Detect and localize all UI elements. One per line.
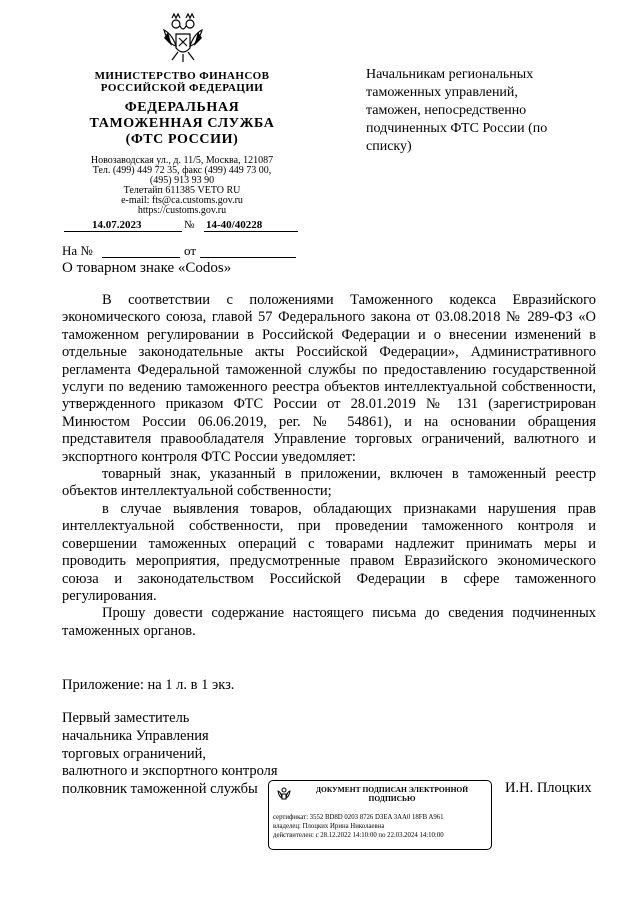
document-number: 14-40/40228	[206, 219, 263, 231]
number-underline	[204, 231, 298, 232]
recipient-block: Начальникам региональных таможенных управлений, таможен, непосредственно подчиненных ФТС России (по списку)	[366, 67, 548, 154]
contact-phone-2: (495) 913 93 90	[149, 175, 215, 186]
document-date: 14.07.2023	[92, 219, 142, 231]
letterhead	[62, 70, 302, 216]
signer-name: И.Н. Плоцких	[505, 780, 592, 796]
number-label: №	[184, 219, 195, 231]
service-line-3: (ФТС РОССИИ)	[125, 132, 239, 147]
stamp-validity: действителен: с 28.12.2022 14:10:00 по 22.03.2024 14:10:00	[273, 832, 444, 839]
body-paragraph: Прошу довести содержание настоящего письма до сведения подчиненных таможенных органов.	[62, 605, 596, 639]
signer-line: торговых ограничений,	[62, 745, 206, 762]
reference-date-blank	[200, 257, 296, 258]
signer-line: полковник таможенной службы	[62, 781, 258, 798]
contact-teletype: Телетайп 611385 VETO RU	[123, 185, 241, 196]
contact-email: e-mail: fts@ca.customs.gov.ru	[121, 195, 243, 206]
ministry-line-1: МИНИСТЕРСТВО ФИНАНСОВ	[94, 70, 270, 82]
signer-line: валютного и экспортного контроля	[62, 763, 278, 780]
body-paragraph: товарный знак, указанный в приложении, включен в таможенный реестр объектов интеллектуальной собственности;	[62, 466, 596, 500]
reference-number-blank	[102, 257, 180, 258]
signer-title	[62, 710, 302, 799]
stamp-details	[273, 813, 487, 840]
date-underline	[64, 231, 182, 232]
coat-of-arms-icon	[160, 12, 206, 66]
attachment-note: Приложение: на 1 л. в 1 экз.	[62, 677, 235, 693]
stamp-title-line-2: ПОДПИСЬЮ	[368, 794, 416, 803]
service-line-2: ТАМОЖЕННАЯ СЛУЖБА	[89, 116, 275, 131]
reference-label: На №	[62, 243, 93, 258]
service-name	[62, 100, 302, 148]
service-line-1: ФЕДЕРАЛЬНАЯ	[124, 100, 240, 115]
emblem-icon	[275, 785, 293, 803]
signer-line: начальника Управления	[62, 727, 209, 744]
ministry-name	[62, 70, 302, 94]
contact-address: Новозаводская ул., д. 11/5, Москва, 121087	[90, 155, 274, 166]
body-paragraph: в случае выявления товаров, обладающих признаками нарушения прав интеллектуальной собственности, при проведении таможенного контроля и совершении таможенных операций с товарами надлежит принимать меры и проводить мероприятия, предусмотренные правом Евразийского экономического союза и законодательством Российской Федерации в сфере таможенного регулирования.	[62, 500, 596, 604]
reference-from-label: от	[184, 243, 197, 258]
signer-line: Первый заместитель	[62, 710, 190, 726]
electronic-signature-stamp	[268, 780, 492, 850]
subject-line: О товарном знаке «Codos»	[62, 260, 232, 276]
stamp-title	[299, 785, 485, 803]
letter-body	[62, 292, 596, 640]
registration-line	[64, 219, 298, 233]
stamp-certificate: сертификат: 3552 BD8D 0203 8726 D3EA 3AA0 18FB A961	[273, 814, 444, 821]
contact-phone: Тел. (499) 449 72 35, факс (499) 449 73 00,	[92, 165, 272, 176]
ministry-line-2: РОССИЙСКОЙ ФЕДЕРАЦИИ	[100, 82, 264, 94]
contact-website: https://customs.gov.ru	[137, 205, 227, 216]
reference-line	[62, 243, 302, 259]
stamp-owner: владелец: Плоцких Ирина Николаевна	[273, 823, 385, 830]
contacts-block	[62, 156, 302, 216]
stamp-title-line-1: ДОКУМЕНТ ПОДПИСАН ЭЛЕКТРОННОЙ	[315, 785, 469, 794]
body-paragraph: В соответствии с положениями Таможенного кодекса Евразийского экономического союза, главой 57 Федерального закона от 03.08.2018 № 289-ФЗ «О таможенном регулировании в Российской Федерации и о внесении изменений в отдельные законодательные акты Российской Федерации», Административного регламента Федеральной таможенной службы по предоставлению государственной услуги по ведению таможенного реестра объектов интеллектуальной собственности, утвержденного приказом ФТС России от 28.01.2019 № 131 (зарегистрирован Минюстом России 06.06.2019, рег. № 54861), и на основании обращения представителя правообладателя Управление торговых ограничений, валютного и экспортного контроля ФТС России уведомляет:	[62, 292, 596, 465]
